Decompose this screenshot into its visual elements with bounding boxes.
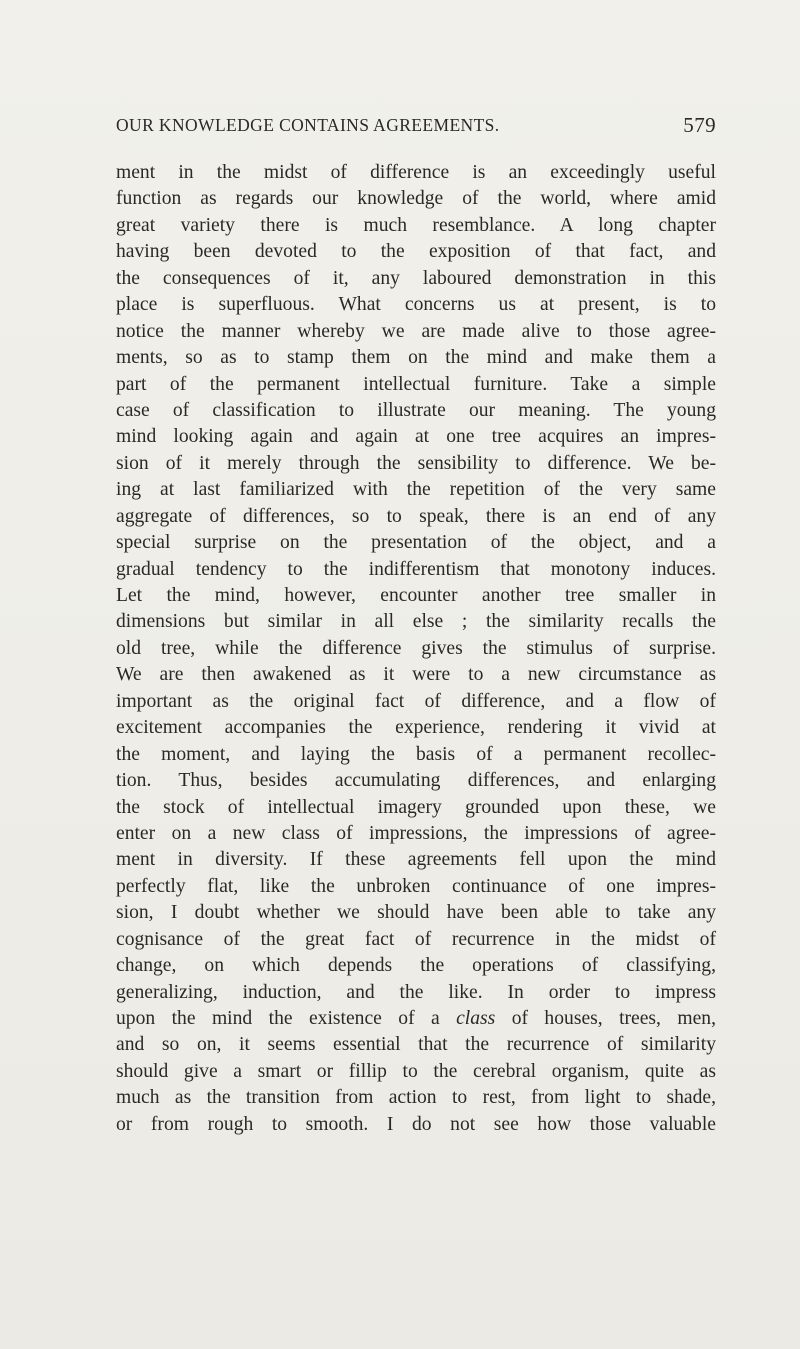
text-line: old tree, while the difference gives the stimulus of surprise.	[116, 637, 716, 659]
text-line: Let the mind, however, encounter another tree smaller in	[116, 585, 716, 606]
page-number: 579	[683, 113, 716, 137]
text-line: important as the original fact of difference, and a flow of	[116, 690, 716, 712]
text-line: gradual tendency to the indifferentism that monotony induces.	[116, 558, 716, 580]
text-line: tion. Thus, besides accumulating differences, and enlarging	[116, 770, 716, 792]
text-line: sion of it merely through the sensibility to difference. We be-	[116, 452, 716, 474]
text-line: perfectly flat, like the unbroken continuance of one impres-	[116, 875, 716, 897]
text-segment: of houses, trees, men,	[495, 1008, 717, 1029]
text-line: place is superfluous. What concerns us at present, is to	[116, 294, 716, 316]
text-line: much as the transition from action to rest, from light to shade,	[116, 1087, 716, 1109]
text-line: case of classification to illustrate our meaning. The young	[116, 399, 716, 421]
text-line: We are then awakened as it were to a new circumstance as	[116, 664, 716, 686]
text-line-with-italic	[116, 1006, 716, 1032]
text-line: ments, so as to stamp them on the mind and make them a	[116, 347, 716, 369]
text-line: part of the permanent intellectual furniture. Take a simple	[116, 373, 716, 395]
text-line: special surprise on the presentation of the object, and a	[116, 532, 716, 554]
italic-word: class	[456, 1008, 496, 1029]
text-segment: upon the mind the existence of a	[116, 1008, 457, 1029]
text-line: generalizing, induction, and the like. In order to impress	[116, 981, 716, 1003]
text-line: the consequences of it, any laboured demonstration in this	[116, 267, 716, 289]
text-line: ment in the midst of difference is an exceedingly useful	[116, 162, 716, 183]
text-line: cognisance of the great fact of recurrence in the midst of	[116, 928, 716, 950]
running-title: OUR KNOWLEDGE CONTAINS AGREEMENTS.	[116, 115, 500, 135]
text-line: great variety there is much resemblance. A long chapter	[116, 214, 716, 236]
text-line: change, on which depends the operations of classifying,	[116, 955, 716, 977]
text-line: notice the manner whereby we are made alive to those agree-	[116, 320, 716, 342]
text-line: sion, I doubt whether we should have been able to take any	[116, 902, 716, 924]
text-line: ment in diversity. If these agreements fell upon the mind	[116, 849, 716, 871]
text-line: enter on a new class of impressions, the impressions of agree-	[116, 822, 716, 844]
text-line: excitement accompanies the experience, rendering it vivid at	[116, 717, 716, 739]
text-line: aggregate of differences, so to speak, there is an end of any	[116, 505, 716, 527]
body-paragraph	[116, 160, 716, 1138]
text-line: the stock of intellectual imagery grounded upon these, we	[116, 796, 716, 818]
text-line: and so on, it seems essential that the recurrence of similarity	[116, 1034, 716, 1056]
text-line: or from rough to smooth. I do not see how those valuable	[116, 1113, 716, 1135]
text-line: ing at last familiarized with the repetition of the very same	[116, 479, 716, 501]
text-line: dimensions but similar in all else ; the similarity recalls the	[116, 611, 716, 633]
text-line: the moment, and laying the basis of a permanent recollec-	[116, 743, 716, 765]
text-line: having been devoted to the exposition of that fact, and	[116, 241, 716, 263]
text-line: mind looking again and again at one tree acquires an impres-	[116, 426, 716, 448]
text-line: should give a smart or fillip to the cerebral organism, quite as	[116, 1060, 716, 1082]
text-line: function as regards our knowledge of the world, where amid	[116, 188, 716, 210]
running-head	[116, 115, 716, 145]
